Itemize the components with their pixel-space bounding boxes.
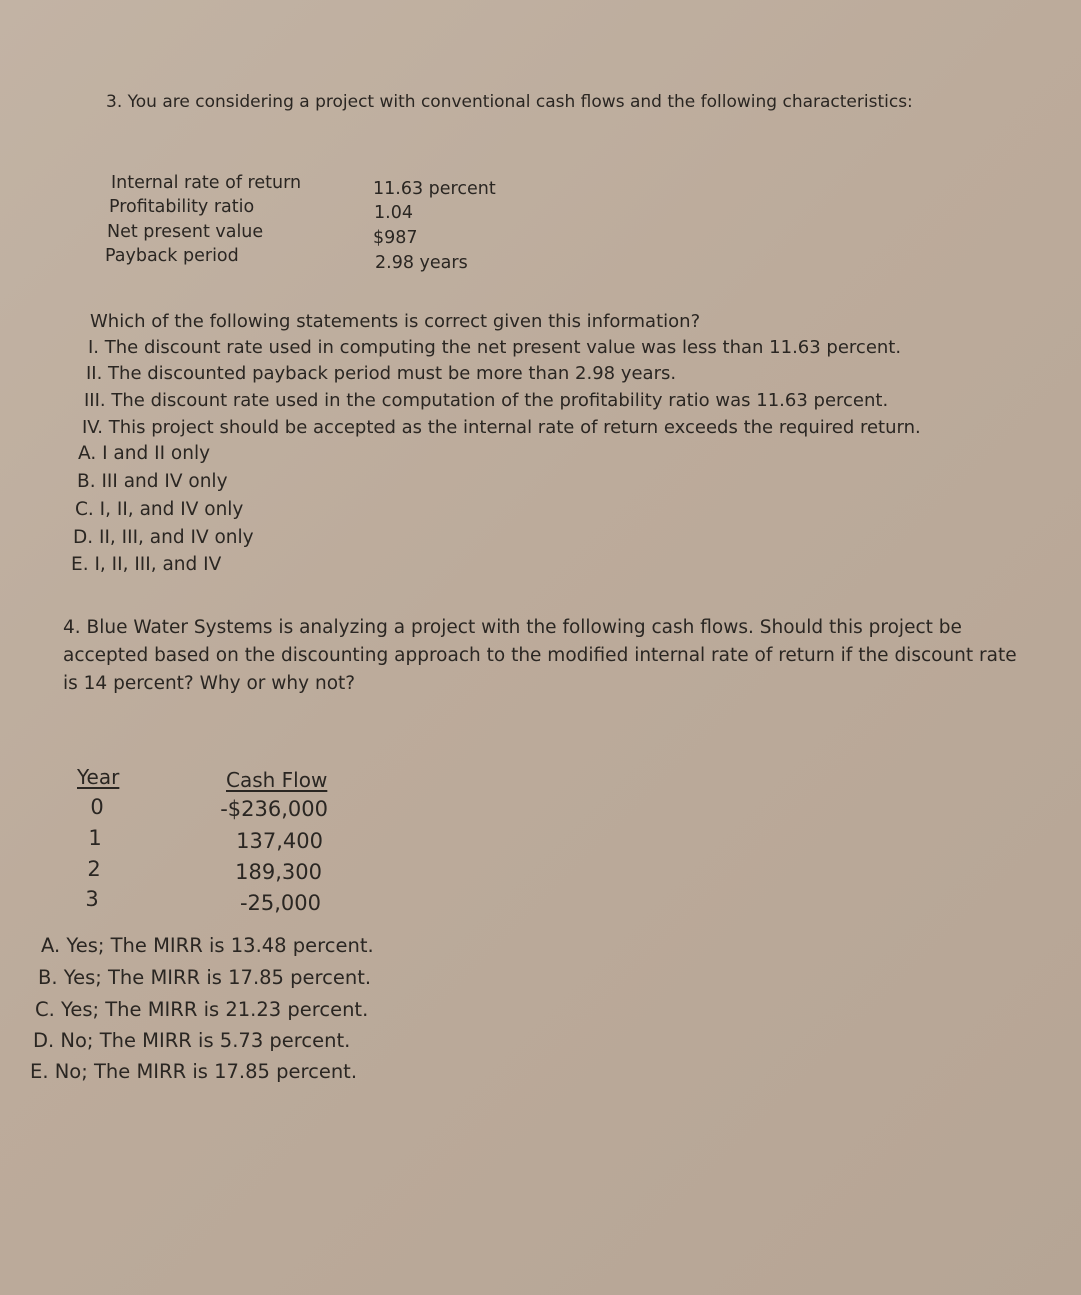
question-4-option-a[interactable]: A. Yes; The MIRR is 13.48 percent.: [41, 934, 374, 957]
characteristic-label: Net present value: [107, 222, 264, 242]
characteristic-label: Profitability ratio: [109, 197, 255, 217]
characteristic-value: 2.98 years: [375, 253, 468, 273]
characteristic-value: $987: [373, 228, 418, 248]
table-cell-year: 1: [88, 826, 102, 850]
characteristic-label: Internal rate of return: [111, 173, 302, 193]
characteristic-label: Payback period: [105, 246, 239, 266]
question-4-option-d[interactable]: D. No; The MIRR is 5.73 percent.: [33, 1029, 351, 1052]
table-header-cash-flow: Cash Flow: [226, 768, 328, 792]
question-4-option-b[interactable]: B. Yes; The MIRR is 17.85 percent.: [38, 966, 372, 989]
table-header-year: Year: [77, 765, 120, 789]
table-cell-year: 2: [87, 857, 101, 881]
question-3-option-a[interactable]: A. I and II only: [78, 443, 211, 464]
characteristic-value: 11.63 percent: [373, 179, 496, 199]
table-cell-cash-flow: 137,400: [236, 829, 323, 853]
question-3-stem: 3. You are considering a project with conventional cash flows and the following characteristics:: [106, 92, 913, 112]
characteristic-value: 1.04: [374, 203, 413, 223]
statement-i: I. The discount rate used in computing the net present value was less than 11.63 percent.: [88, 337, 902, 358]
table-cell-year: 3: [85, 887, 99, 911]
question-3-option-b[interactable]: B. III and IV only: [77, 471, 228, 492]
statement-iii: III. The discount rate used in the computation of the profitability ratio was 11.63 percent.: [84, 390, 889, 411]
question-4-stem: 4. Blue Water Systems is analyzing a project with the following cash flows. Should this project be accepted based on the discounting approach to the modified internal rate of return if the discount rate is 14 percent? Why or why not?: [63, 617, 1017, 694]
question-3-prompt: Which of the following statements is correct given this information?: [90, 311, 701, 332]
statement-iv: IV. This project should be accepted as the internal rate of return exceeds the required return.: [82, 417, 921, 438]
table-cell-cash-flow: -$236,000: [220, 797, 328, 821]
table-cell-cash-flow: -25,000: [239, 891, 321, 915]
statement-ii: II. The discounted payback period must be more than 2.98 years.: [86, 363, 677, 384]
question-3-option-d[interactable]: D. II, III, and IV only: [73, 527, 254, 548]
question-3-option-c[interactable]: C. I, II, and IV only: [75, 499, 244, 520]
table-cell-year: 0: [90, 795, 104, 819]
question-4-option-e[interactable]: E. No; The MIRR is 17.85 percent.: [30, 1060, 358, 1083]
question-3-option-e[interactable]: E. I, II, III, and IV: [71, 554, 222, 575]
table-cell-cash-flow: 189,300: [235, 860, 322, 884]
question-4-option-c[interactable]: C. Yes; The MIRR is 21.23 percent.: [35, 998, 369, 1021]
